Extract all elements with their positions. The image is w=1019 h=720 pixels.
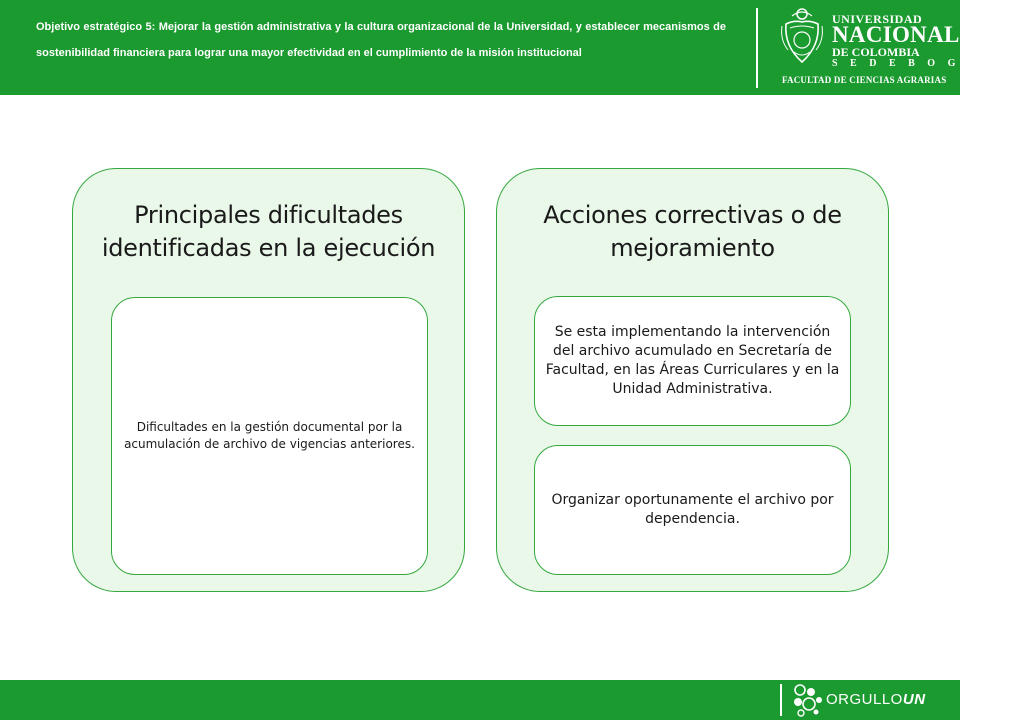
footer-bar xyxy=(0,680,960,720)
header-divider xyxy=(756,8,758,88)
difficulties-panel xyxy=(72,168,465,592)
logo-universidad: UNIVERSIDAD xyxy=(832,12,923,26)
orgullo-un-bubbles-icon xyxy=(790,682,826,718)
logo-nacional: NACIONAL xyxy=(832,22,960,47)
difficulty-card xyxy=(111,297,428,575)
orgullo-word: ORGULLO xyxy=(826,691,903,708)
difficulty-text: Dificultades en la gestión documental por la acumulación de archivo de vigencias anteriores. xyxy=(124,420,415,451)
un-word: UN xyxy=(902,691,926,708)
strategic-objective-text: Objetivo estratégico 5: Mejorar la gestión administrativa y la cultura organizacional de la Universidad, y establecer mecanismos de sostenibilidad financiera para lograr una mayor efectividad en el cumplimiento de la misión institucional xyxy=(36,21,726,59)
orgullo-un-logo-text xyxy=(826,691,926,708)
logo-faculty: FACULTAD DE CIENCIAS AGRARIAS xyxy=(782,75,947,85)
action-card-2 xyxy=(534,445,851,575)
logo-sede-bogota: S E D E B O G O T Á xyxy=(832,58,1019,69)
action-card-1 xyxy=(534,296,851,426)
header-bar xyxy=(0,0,1019,95)
corrective-actions-title: Acciones correctivas o de mejoramiento xyxy=(543,201,842,262)
logo-de-colombia: DE COLOMBIA xyxy=(832,45,920,59)
action-text-2: Organizar oportunamente el archivo por dependencia. xyxy=(551,492,834,527)
difficulties-title: Principales dificultades identificadas en la ejecución xyxy=(101,201,436,262)
corrective-actions-panel xyxy=(496,168,889,592)
footer-divider xyxy=(780,684,782,716)
university-seal-icon xyxy=(780,6,824,66)
action-text-1: Se esta implementando la intervención del archivo acumulado en Secretaría de Facultad, en las Áreas Curriculares y en la Unidad Administrativa. xyxy=(545,324,840,397)
